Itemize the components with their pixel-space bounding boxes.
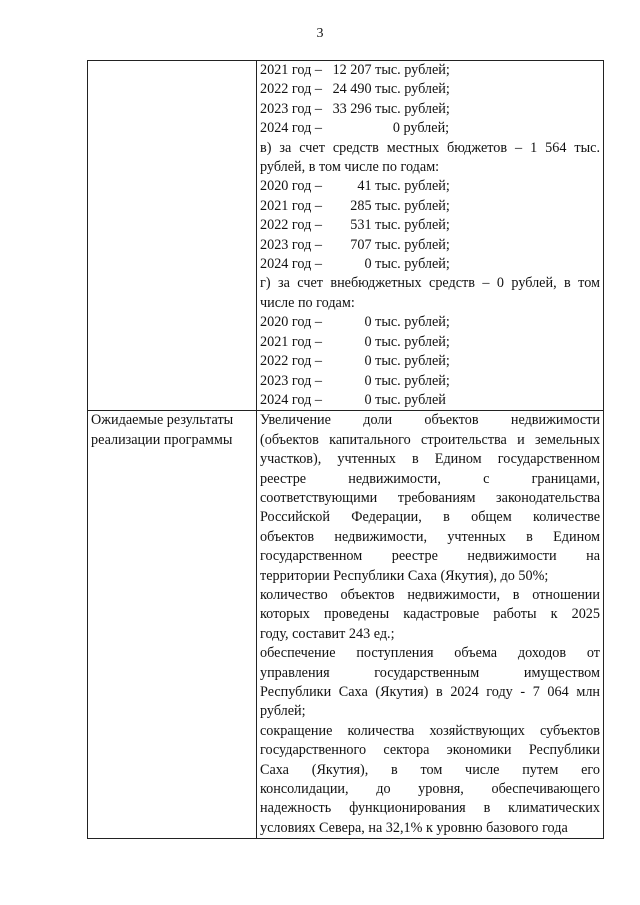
results-paragraph-2	[260, 586, 600, 644]
text-line: Республики Саха (Якутия) в 2024 году - 7 064 млн	[260, 684, 600, 700]
extrabudget-year: 2021 год – 0 тыс. рублей;	[260, 333, 450, 350]
extrabudget-heading-cont: числе по годам:	[260, 294, 355, 311]
table-row-funding	[88, 61, 604, 411]
funding-cell	[257, 61, 604, 411]
text-line: территории Республики Саха (Якутия), до 50%;	[260, 567, 549, 584]
results-label-cell	[88, 411, 257, 839]
text-line: государственного сектора экономики Республики	[260, 742, 600, 759]
text-line: количество объектов недвижимости, в отношении	[260, 586, 600, 603]
results-paragraph-4	[260, 722, 600, 838]
text-line: государственном реестре недвижимости на	[260, 548, 600, 565]
local-budget-year: 2022 год – 531 тыс. рублей;	[260, 217, 450, 234]
local-budget-year: 2024 год – 0 тыс. рублей;	[260, 256, 450, 273]
local-budget-year: 2021 год – 285 тыс. рублей;	[260, 197, 450, 214]
text-line: Российской Федерации, в общем количестве	[260, 509, 600, 526]
extrabudget-year: 2020 год – 0 тыс. рублей;	[260, 314, 450, 331]
results-paragraph-1	[260, 411, 600, 586]
extrabudget-heading: г) за счет внебюджетных средств – 0 рублей, в том	[260, 275, 600, 292]
page-number: 3	[316, 26, 324, 41]
text-line: реестре недвижимости, с границами,	[260, 470, 600, 487]
local-budget-year: 2020 год – 41 тыс. рублей;	[260, 178, 450, 195]
text-line: сокращение количества хозяйствующих субъектов	[260, 722, 600, 739]
text-line: объектов недвижимости, учтенных в Едином	[260, 528, 600, 545]
results-text-cell	[257, 411, 604, 839]
text-line: участков), учтенных в Едином государственном	[260, 451, 600, 468]
results-label: реализации программы	[91, 431, 233, 448]
text-line: соответствующими требованиям законодательства	[260, 489, 600, 506]
results-label: Ожидаемые результаты	[91, 412, 234, 429]
local-budget-heading-cont: рублей, в том числе по годам:	[260, 159, 440, 176]
extrabudget-year: 2022 год – 0 тыс. рублей;	[260, 353, 450, 370]
results-paragraph-3	[260, 644, 600, 722]
funding-line: 2022 год – 24 490 тыс. рублей;	[260, 81, 450, 98]
text-line: надежность функционирования в климатических	[260, 800, 600, 817]
text-line: рублей;	[260, 703, 306, 720]
text-line: консолидации, до уровня, обеспечивающего	[260, 781, 600, 798]
text-line: (объектов капитального строительства и земельных	[260, 431, 600, 448]
table-row-results	[88, 411, 604, 839]
local-budget-year: 2023 год – 707 тыс. рублей;	[260, 236, 450, 253]
text-line: году, составит 243 ед.;	[260, 625, 395, 642]
program-passport-table	[87, 60, 604, 839]
extrabudget-year: 2024 год – 0 тыс. рублей	[260, 391, 446, 408]
text-line: Увеличение доли объектов недвижимости	[260, 412, 600, 429]
text-line: Саха (Якутия), в том числе путем его	[260, 761, 600, 778]
local-budget-heading: в) за счет средств местных бюджетов – 1 564 тыс.	[260, 139, 600, 156]
text-line: управления государственным имуществом	[260, 664, 600, 681]
funding-line: 2024 год – 0 рублей;	[260, 120, 450, 137]
funding-line: 2021 год – 12 207 тыс. рублей;	[260, 62, 450, 78]
funding-line: 2023 год – 33 296 тыс. рублей;	[260, 100, 450, 117]
empty-label-cell	[88, 61, 257, 411]
text-line: которых проведены кадастровые работы к 2025	[260, 606, 600, 623]
extrabudget-year: 2023 год – 0 тыс. рублей;	[260, 372, 450, 389]
text-line: обеспечение поступления объема доходов от	[260, 645, 600, 662]
text-line: условиях Севера, на 32,1% к уровню базового года	[260, 819, 568, 836]
